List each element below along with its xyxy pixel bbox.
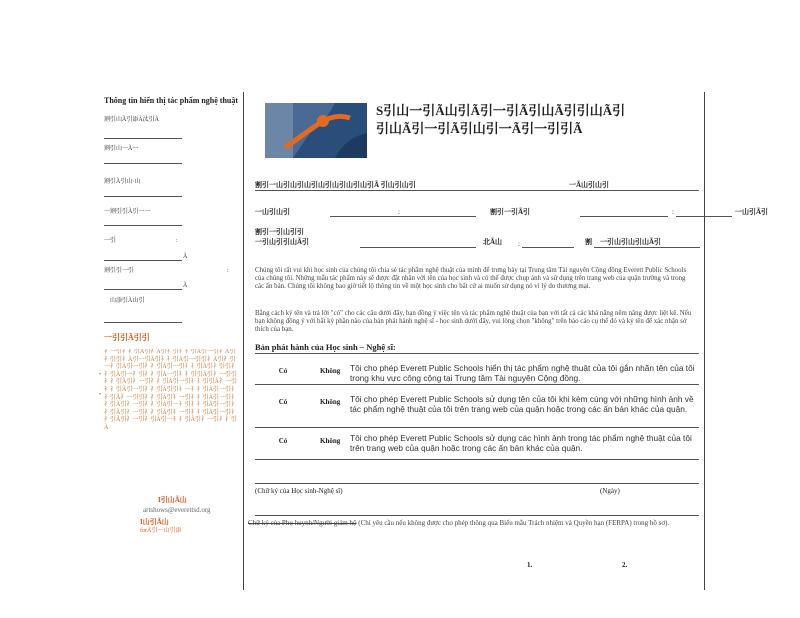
option-1-no[interactable]: Không bbox=[320, 367, 341, 375]
option-3-yes[interactable]: Có bbox=[278, 437, 288, 445]
release-rule-3 bbox=[255, 459, 699, 460]
option-3-text: Tôi cho phép Everett Public Schools sử dụng các hình ảnh trong tác phẩm nghệ thuật của tôi trên trang web của quận hoặc trong các ấn bản khác của quận. bbox=[350, 433, 692, 453]
field-line-6[interactable] bbox=[104, 289, 182, 290]
field-line-4[interactable] bbox=[104, 225, 182, 226]
release-title: Bản phát hành của Học sinh – Nghệ sĩ: bbox=[255, 342, 396, 352]
student-signature-line[interactable] bbox=[255, 483, 699, 484]
sidebar-section-title: ⼀引引Ã引引 bbox=[104, 333, 150, 342]
sidebar-heading: Thông tin hiển thị tác phẩm nghệ thuật bbox=[104, 96, 239, 105]
parent-signature-prefix: Chữ ký của Phụ huynh/Người giám hộ bbox=[248, 519, 357, 527]
intro-paragraph-1: Chúng tôi rất vui khi học sinh của chúng tôi chia sẻ tác phẩm nghệ thuật của mình để trưng bày tại Trung tâm Tài nguyên Cộng đồng Everett Public Schools của chúng tôi. Những mẫu tác phẩm này sẽ được đặt nhãn với tên của học sinh và có thể được chụp ảnh và sử dụng trên trang web của quận trường và trong các ấn bản. Chúng tôi không bao giờ tiết lộ thông tin về một học sinh cho bất cứ ai muốn sử dụng nó vì lý do thương mại. bbox=[255, 267, 687, 290]
form-row3-line-c[interactable] bbox=[594, 247, 700, 248]
sidebar-bullet-2: • bbox=[99, 392, 102, 398]
field-label-7: ⼭添引Ã⼭引 bbox=[110, 298, 145, 304]
form-row2-label-a: ⼀⼭引⼭引 bbox=[255, 208, 290, 216]
form-row3-line-b[interactable] bbox=[522, 247, 574, 248]
field-label-1: 割引⼭Ã引添Ã汰引Ã bbox=[104, 117, 159, 123]
parent-signature-note: (Chỉ yêu cầu nếu không được cho phép thông qua Biểu mẫu Trách nhiệm và Quyền hạn (FERPA) trong hồ sơ). bbox=[358, 519, 670, 527]
form-row2-line-a[interactable] bbox=[330, 216, 476, 217]
form-row2-colon-b: : bbox=[672, 208, 674, 216]
form-row1-label: 割引⼀⼭引⼭引⼭引⼭引⼭引⼭引⼭引Ã 引⼭引⼭引 bbox=[255, 181, 416, 189]
field-label-6: 割引引⼀引 bbox=[104, 268, 135, 274]
field-label-4: ⼀割引引Ã引⼀⼀ bbox=[104, 209, 151, 215]
form-row1-line[interactable] bbox=[255, 190, 699, 191]
field-line-3[interactable] bbox=[104, 196, 182, 197]
form-row1-right-label: ⼀Ã⼭引⼭引 bbox=[569, 181, 610, 189]
field-suffix-5: Ã bbox=[183, 254, 188, 260]
logo-image bbox=[265, 103, 367, 158]
contact-email[interactable]: artshows@everettsd.org bbox=[143, 506, 211, 514]
field-label-3: 割引Ã引⼭·⼭ bbox=[104, 179, 141, 185]
field-label-2: 割引⼭⼀Ã⼀ bbox=[104, 146, 139, 152]
field-line-2[interactable] bbox=[104, 163, 182, 164]
field-line-7[interactable] bbox=[104, 322, 182, 323]
sidebar-garbled-text: ⺭⼀引⺭⺭引Ã引⺭Ã引⺭引⺭⺭引Ã引⼀引⺭Ã引⺭引引⺭Ã引⼀引Ã引⺭⺭引Ã引⼀引引⺭Ã引⺭引⼀⺭引Ã引⼀引⺭⺭引Ã引⼀引⺭⺭引Ã引⺭引引⺭⺭引Ã引⼀⺭引⺭⺭引Ã⼀引⺭⺭引引Ã引⺭⼀引引⺭⺭引Ã引⺭⼀引⺭⺭引Ã引⼀引⺭⺭引引Ã⺭⼀引⺭⺭引Ã引⼀引⺭⺭引Ã引引⺭⼀⺭⺭引Ã引⼀引⺭⺭引Ã⺭⼀引引⺭⺭引Ã引⺭⼀引⺭⺭引Ã引⼀引⺭⺭引Ã引⺭⼀引⺭⺭引Ã引⼀⺭引⺭⺭引Ã引⼀引⺭⺭引Ã引⺭⼀引⺭⺭引Ã引⺭⼀引⺭⺭引Ã引⼀引⺭⺭引Ã引⺭⼀引⺭引Ã引⼀⺭⺭引Ã引⺭⼀引⺭⺭引Ã bbox=[104, 349, 237, 431]
option-3-no[interactable]: Không bbox=[320, 437, 341, 445]
sidebar-bullet-1: • bbox=[99, 372, 102, 378]
release-top-rule bbox=[255, 353, 699, 354]
option-2-text: Tôi cho phép Everett Public Schools sử dụng tên của tôi khi kèm cùng với những hình ảnh về tác phẩm nghệ thuật của tôi trên trang web của quận hoặc trong các ấn bản khác của quận. bbox=[350, 394, 694, 414]
form-row2-colon-a: : bbox=[398, 208, 400, 216]
page-number-1: 1. bbox=[527, 561, 533, 569]
option-2-no[interactable]: Không bbox=[320, 398, 341, 406]
form-row3-label-c: 北Ã⼭ bbox=[483, 238, 503, 246]
form-row3-colon: : bbox=[518, 240, 520, 248]
field-label-5: ⼀引 bbox=[104, 238, 117, 244]
form-row3-label-a: 割引⼀引⼭引引 bbox=[255, 228, 304, 236]
release-rule-1 bbox=[255, 384, 699, 385]
form-row2-line-b[interactable] bbox=[580, 216, 668, 217]
form-row3-line-a[interactable] bbox=[360, 247, 476, 248]
contact-name: I引⼭Ã⼭ bbox=[158, 496, 187, 504]
field-colon-5: : bbox=[176, 238, 178, 244]
page-subtitle: 引⼭Ã引⼀引Ã引⼭引⼀Ã引⼀引引Ã bbox=[376, 121, 583, 136]
parent-signature-label bbox=[248, 519, 698, 527]
form-row3-label-b: ⼀引⼭引引⼭Ã引 bbox=[255, 238, 310, 246]
option-1-text: Tôi cho phép Everett Public Schools hiển thị tác phẩm nghệ thuật của tôi gắn nhãn tên của tôi trong khu vực công cộng tại Trung tâm Tài nguyên Cộng đồng. bbox=[350, 363, 695, 383]
form-row3-label-d: 割 bbox=[585, 238, 592, 246]
option-2-yes[interactable]: Có bbox=[278, 398, 288, 406]
form-row2-label-c: ⼀⼭引Ã引 bbox=[735, 208, 769, 216]
footer-subtitle: forÃ引⼀⼭引添 bbox=[140, 528, 182, 534]
intro-paragraph-2: Bằng cách ký tên và trả lời "có" cho các câu dưới đây, bạn đồng ý việc tên và tác phẩm nghệ thuật của bạn với tất cả các khả năng nêm nâng được liệt kê. Nếu bạn không đồng ý với bất kỳ phần nào của bản phát hành nghệ sĩ - học sinh dưới đây, vui lòng chọn "không" trên báo cáo cụ thể đó và ký tên để xác nhận sở thích của bạn. bbox=[255, 310, 692, 333]
student-signature-label: (Chữ ký của Học sinh-Nghệ sĩ) bbox=[255, 487, 343, 495]
field-line-5[interactable] bbox=[104, 260, 182, 261]
field-suffix-6: Ã bbox=[183, 283, 188, 289]
date-label: (Ngày) bbox=[600, 487, 620, 495]
form-row2-label-b: 割引⼀引Ã引 bbox=[490, 208, 531, 216]
field-line-1[interactable] bbox=[104, 138, 182, 139]
release-rule-2 bbox=[255, 427, 699, 428]
page-number-2: 2. bbox=[622, 561, 628, 569]
parent-signature-line[interactable] bbox=[255, 515, 699, 516]
page-title: S引⼭⼀引Ã⼭引Ã引⼀引Ã引⼭Ã引引⼭Ã引 bbox=[376, 103, 626, 118]
field-colon-6: : bbox=[227, 268, 229, 274]
form-row2-line-c[interactable] bbox=[676, 216, 732, 217]
footer-title: I⼭引Ã⼭ bbox=[140, 518, 169, 526]
option-1-yes[interactable]: Có bbox=[278, 367, 288, 375]
form-row3-label-e: ⼀引⼭引⼭引⼭Ã引 bbox=[600, 238, 662, 246]
